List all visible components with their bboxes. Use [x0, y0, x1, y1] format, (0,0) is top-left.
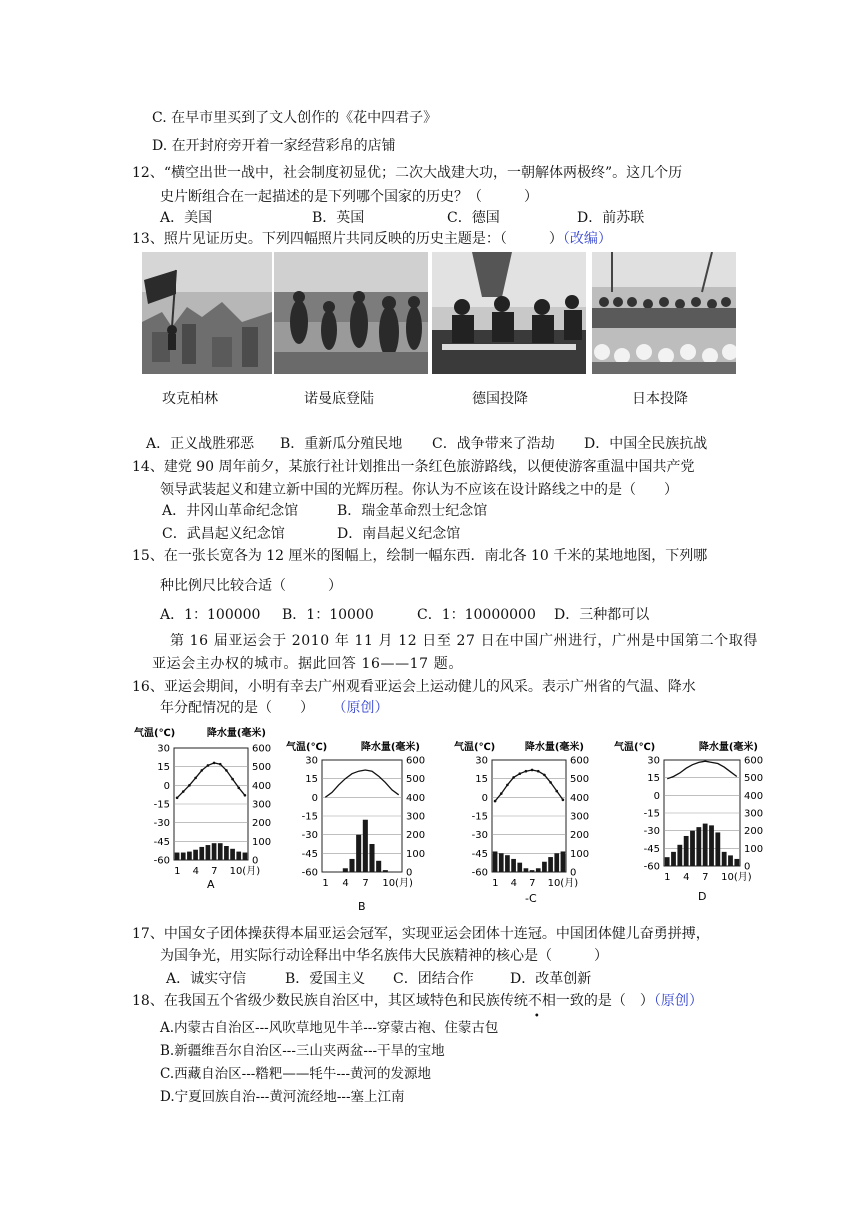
precip-axis-title: 降水量(毫米): [698, 742, 758, 753]
precip-tick-label: 300: [744, 808, 764, 820]
precip-tick-label: 400: [406, 792, 426, 804]
q18-stem-a: 18、在我国五个省级少数民族自治区中，其区域特色和民族传统: [132, 993, 528, 1009]
q15-option-d: D．三种都可以: [554, 607, 650, 623]
temperature-point: [225, 769, 228, 772]
q17-stem-line2: 为国争光，用实际行动诠释出中华名族伟大民族精神的核心是（ ）: [160, 948, 608, 964]
temp-tick-label: -30: [301, 830, 318, 842]
temperature-line: [177, 763, 245, 798]
precip-tick-label: 500: [570, 774, 590, 786]
precip-axis-title: 降水量(毫米): [360, 742, 420, 753]
climate-chart-c[interactable]: [452, 738, 618, 906]
month-tick-label: 4: [510, 878, 517, 889]
precip-bar: [709, 825, 714, 866]
temperature-point: [555, 790, 558, 793]
q18-option-a: A.内蒙古自治区---风吹草地见牛羊---穿蒙古袍、住蒙古包: [160, 1020, 499, 1036]
temp-axis-title: 气温(℃): [614, 742, 656, 753]
precip-tick-label: 300: [252, 799, 272, 811]
month-tick-label: 7: [211, 866, 218, 877]
temp-tick-label: -30: [471, 830, 488, 842]
temp-tick-label: 15: [157, 762, 170, 774]
temp-tick-label: 0: [653, 790, 660, 802]
intro-line2: 亚运会主办权的城市。据此回答 16——17 题。: [152, 656, 463, 672]
temp-tick-label: -60: [301, 867, 318, 879]
month-tick-label: 7: [702, 872, 709, 883]
q18-emphasis: 不 •: [527, 993, 542, 1022]
precip-bar: [212, 843, 217, 860]
month-tick-label: 1: [492, 878, 499, 889]
precip-bar: [561, 851, 566, 872]
temperature-point: [182, 790, 185, 793]
q15-option-c: C．1：10000000: [417, 607, 536, 623]
climate-chart-d[interactable]: [612, 738, 772, 904]
q12-option-a: A．美国: [160, 210, 213, 226]
month-tick-label: 1: [174, 866, 181, 877]
temp-axis-title: 气温(℃): [454, 742, 496, 753]
temp-tick-label: 15: [647, 773, 660, 785]
temp-tick-label: -45: [153, 836, 170, 848]
precip-axis-title: 降水量(毫米): [524, 742, 584, 753]
precip-bar: [199, 847, 204, 860]
precip-bar: [684, 836, 689, 866]
q15-option-a: A．1：100000: [160, 607, 261, 623]
q12-option-b: B．英国: [312, 210, 365, 226]
q15-option-b: B．1：10000: [282, 607, 374, 623]
precip-bar: [715, 832, 720, 866]
temp-tick-label: -15: [153, 799, 170, 811]
temperature-point: [512, 776, 515, 779]
q13-stem-text: 13、照片见证历史。下列四幅照片共同反映的历史主题是：（ ）: [132, 231, 563, 247]
temperature-point: [200, 769, 203, 772]
precip-bar: [554, 853, 559, 872]
precip-tick-label: 100: [570, 848, 590, 860]
temp-axis-title: 气温(℃): [286, 742, 328, 753]
temperature-point: [207, 764, 210, 767]
chart-letter: D: [698, 890, 707, 903]
chart-letter: -C: [525, 892, 537, 905]
photo-german-surrender: [432, 252, 586, 374]
precip-bar: [187, 852, 192, 860]
precip-bar: [175, 853, 180, 860]
q12-option-d: D．前苏联: [577, 210, 645, 226]
temp-tick-label: 30: [647, 755, 660, 767]
precip-bar: [243, 853, 248, 860]
temperature-point: [176, 796, 179, 799]
precip-bar: [349, 859, 354, 872]
temperature-point: [562, 799, 565, 802]
precip-tick-label: 500: [406, 774, 426, 786]
q17-option-d: D．改革创新: [510, 971, 592, 987]
q13-tag: （改编）: [562, 231, 612, 247]
precip-tick-label: 200: [744, 826, 764, 838]
q16-stem-line1: 16、亚运会期间，小明有幸去广州观看亚运会上运动健儿的风采。表示广州省的气温、降水: [132, 679, 696, 695]
caption-normandy: 诺曼底登陆: [304, 391, 374, 407]
temp-tick-label: -30: [643, 826, 660, 838]
temperature-point: [500, 792, 503, 795]
photo-japan-surrender: [592, 252, 736, 374]
month-tick-label: 7: [362, 878, 369, 889]
q14-option-c: C．武昌起义纪念馆: [162, 526, 285, 542]
month-tick-label: 4: [342, 878, 349, 889]
precip-bar: [703, 824, 708, 866]
temp-tick-label: 15: [305, 774, 318, 786]
q11-option-c: C. 在早市里买到了文人创作的《花中四君子》: [152, 110, 438, 126]
temp-tick-label: -60: [643, 861, 660, 873]
precip-bar: [536, 868, 541, 872]
precip-bar: [363, 820, 368, 872]
precip-bar: [236, 852, 241, 860]
temp-tick-label: 15: [475, 774, 488, 786]
temp-tick-label: -15: [471, 811, 488, 823]
temperature-line: [667, 761, 737, 779]
precip-tick-label: 600: [252, 743, 272, 755]
precip-tick-label: 200: [570, 830, 590, 842]
precip-tick-label: 600: [570, 755, 590, 767]
month-tick-label: 10(月): [721, 872, 752, 883]
precip-tick-label: 0: [252, 855, 259, 867]
temperature-point: [518, 772, 521, 775]
precip-bar: [193, 850, 198, 860]
precip-bar: [499, 853, 504, 872]
precip-tick-label: 0: [744, 861, 751, 873]
q18-option-b: B.新疆维吾尔自治区---三山夹两盆---干旱的宝地: [160, 1043, 445, 1059]
chart-letter: B: [358, 900, 366, 913]
precip-bar: [356, 835, 361, 872]
temp-tick-label: -60: [153, 855, 170, 867]
temperature-line: [325, 770, 398, 797]
precip-bar: [505, 855, 510, 872]
temp-axis-title: 气温(℃): [134, 728, 176, 739]
precip-tick-label: 400: [570, 792, 590, 804]
precip-bar: [511, 859, 516, 872]
q15-stem-line1: 15、在一张长宽各为 12 厘米的图幅上，绘制一幅东西．南北各 10 千米的某地地图，下列哪: [132, 548, 708, 564]
q14-option-b: B．瑞金革命烈士纪念馆: [337, 503, 488, 519]
precip-bar: [728, 855, 733, 866]
temp-tick-label: -45: [301, 848, 318, 860]
precip-tick-label: 0: [406, 867, 413, 879]
q13-option-c: C．战争带来了浩劫: [432, 436, 555, 452]
month-tick-label: 1: [664, 872, 671, 883]
precip-bar: [181, 853, 186, 860]
q14-option-d: D．南昌起义纪念馆: [337, 526, 461, 542]
precip-tick-label: 500: [744, 773, 764, 785]
precip-bar: [383, 870, 388, 872]
q13-option-a: A．正义战胜邪恶: [146, 436, 255, 452]
photo-normandy: [274, 252, 428, 374]
caption-japan-surrender: 日本投降: [632, 391, 688, 407]
precip-tick-label: 500: [252, 762, 272, 774]
q14-stem-line1: 14、建党 90 周年前夕，某旅行社计划推出一条红色旅游路线，以便使游客重温中国共产党: [132, 459, 695, 475]
temperature-point: [188, 784, 191, 787]
precip-bar: [343, 868, 348, 872]
precip-tick-label: 600: [406, 755, 426, 767]
q18-option-c: C.西藏自治区---糌粑——牦牛---黄河的发源地: [160, 1066, 432, 1082]
month-tick-label: 10(月): [229, 866, 261, 877]
q18-option-d: D.宁夏回族自治---黄河流经地---塞上江南: [160, 1089, 405, 1105]
intro-line1: 第 16 届亚运会于 2010 年 11 月 12 日至 27 日在中国广州进行，广州是中国第二个取得: [170, 633, 758, 649]
temperature-point: [531, 769, 534, 772]
temperature-point: [506, 784, 509, 787]
q17-stem-line1: 17、中国女子团体操获得本届亚运会冠军，实现亚运会团体十连冠。中国团体健儿奋勇拼搏，: [132, 926, 710, 942]
precip-axis-title: 降水量(毫米): [206, 728, 266, 739]
temperature-point: [219, 763, 222, 766]
q17-option-a: A．诚实守信: [166, 971, 247, 987]
month-tick-label: 1: [322, 878, 329, 889]
q13-stem: [132, 229, 612, 249]
q12-stem-line2: 史片断组合在一起描述的是下列哪个国家的历史？（ ）: [160, 189, 538, 205]
q18-tag: （原创）: [653, 993, 703, 1009]
temperature-point: [525, 770, 528, 773]
precip-tick-label: 100: [744, 843, 764, 855]
climate-chart-b[interactable]: [284, 738, 454, 914]
temp-tick-label: 30: [157, 743, 170, 755]
precip-bar: [548, 857, 553, 872]
precip-tick-label: 200: [406, 830, 426, 842]
photo-berlin: [142, 252, 272, 374]
q13-option-d: D．中国全民族抗战: [584, 436, 708, 452]
precip-bar: [677, 845, 682, 866]
temp-tick-label: 30: [305, 755, 318, 767]
temperature-point: [244, 794, 247, 797]
precip-bar: [376, 861, 381, 872]
temp-tick-label: 30: [475, 755, 488, 767]
q12-option-c: C．德国: [447, 210, 500, 226]
q16-tag: （原创）: [332, 700, 389, 716]
precip-bar: [734, 859, 739, 866]
precip-tick-label: 300: [406, 811, 426, 823]
temp-tick-label: 0: [311, 792, 318, 804]
precip-bar: [218, 843, 223, 860]
month-tick-label: 10(月): [547, 878, 579, 889]
precip-bar: [230, 849, 235, 860]
q11-option-d: D. 在开封府旁开着一家经营彩帛的店铺: [152, 138, 396, 154]
temperature-point: [231, 778, 234, 781]
q17-option-b: B．爱国主义: [285, 971, 366, 987]
precip-bar: [671, 852, 676, 866]
q14-stem-line2: 领导武装起义和建立新中国的光辉历程。你认为不应该在设计路线之中的是（ ）: [160, 482, 678, 498]
temp-tick-label: -30: [153, 818, 170, 830]
chart-letter: A: [207, 878, 215, 891]
temp-tick-label: 0: [163, 780, 170, 792]
precip-bar: [524, 868, 529, 872]
temp-tick-label: -60: [471, 867, 488, 879]
month-tick-label: 10(月): [382, 878, 413, 889]
precip-bar: [696, 827, 701, 866]
precip-bar: [665, 857, 670, 866]
temperature-point: [537, 770, 540, 773]
temp-tick-label: 0: [481, 792, 488, 804]
temperature-point: [237, 787, 240, 790]
precip-tick-label: 200: [252, 818, 272, 830]
q13-option-b: B．重新瓜分殖民地: [280, 436, 403, 452]
q14-option-a: A．井冈山革命纪念馆: [162, 503, 299, 519]
precip-bar: [517, 863, 522, 872]
month-tick-label: 4: [683, 872, 690, 883]
precip-tick-label: 300: [570, 811, 590, 823]
q15-stem-line2: 种比例尺比较合适（ ）: [160, 578, 342, 594]
temp-tick-label: -15: [643, 808, 660, 820]
precip-bar: [206, 845, 211, 860]
temperature-point: [543, 774, 546, 777]
precip-bar: [493, 851, 498, 872]
temperature-point: [494, 800, 497, 803]
q16-stem-line2-text: 年分配情况的是（ ）: [160, 700, 314, 716]
precip-tick-label: 400: [744, 790, 764, 802]
temp-tick-label: -45: [471, 848, 488, 860]
precip-tick-label: 600: [744, 755, 764, 767]
precip-tick-label: 400: [252, 780, 272, 792]
month-tick-label: 7: [529, 878, 536, 889]
precip-tick-label: 100: [252, 836, 272, 848]
precip-tick-label: 0: [570, 867, 577, 879]
temperature-point: [549, 781, 552, 784]
q18-stem-b: 相一致的是（ ）: [541, 993, 654, 1009]
month-tick-label: 4: [192, 866, 199, 877]
q12-stem-line1: 12、“横空出世一战中，社会制度初显优；二次大战建大功，一朝解体两极终”。这几个历: [132, 165, 683, 181]
temp-tick-label: -15: [301, 811, 318, 823]
temperature-line: [495, 770, 563, 801]
caption-german-surrender: 德国投降: [472, 391, 528, 407]
temperature-point: [213, 762, 216, 765]
precip-bar: [722, 852, 727, 866]
temperature-point: [194, 777, 197, 780]
precip-bar: [224, 846, 229, 860]
climate-chart-a[interactable]: [132, 724, 282, 894]
q18-stem-dot-text: 不: [527, 993, 542, 1009]
q17-option-c: C．团结合作: [393, 971, 474, 987]
precip-bar: [369, 844, 374, 872]
q18-stem: [132, 991, 703, 1022]
precip-bar: [542, 862, 547, 872]
precip-bar: [690, 831, 695, 866]
caption-berlin: 攻克柏林: [162, 391, 218, 407]
precip-bar: [530, 870, 535, 872]
temp-tick-label: -45: [643, 843, 660, 855]
q16-stem-line2: [160, 698, 388, 718]
precip-tick-label: 100: [406, 848, 426, 860]
